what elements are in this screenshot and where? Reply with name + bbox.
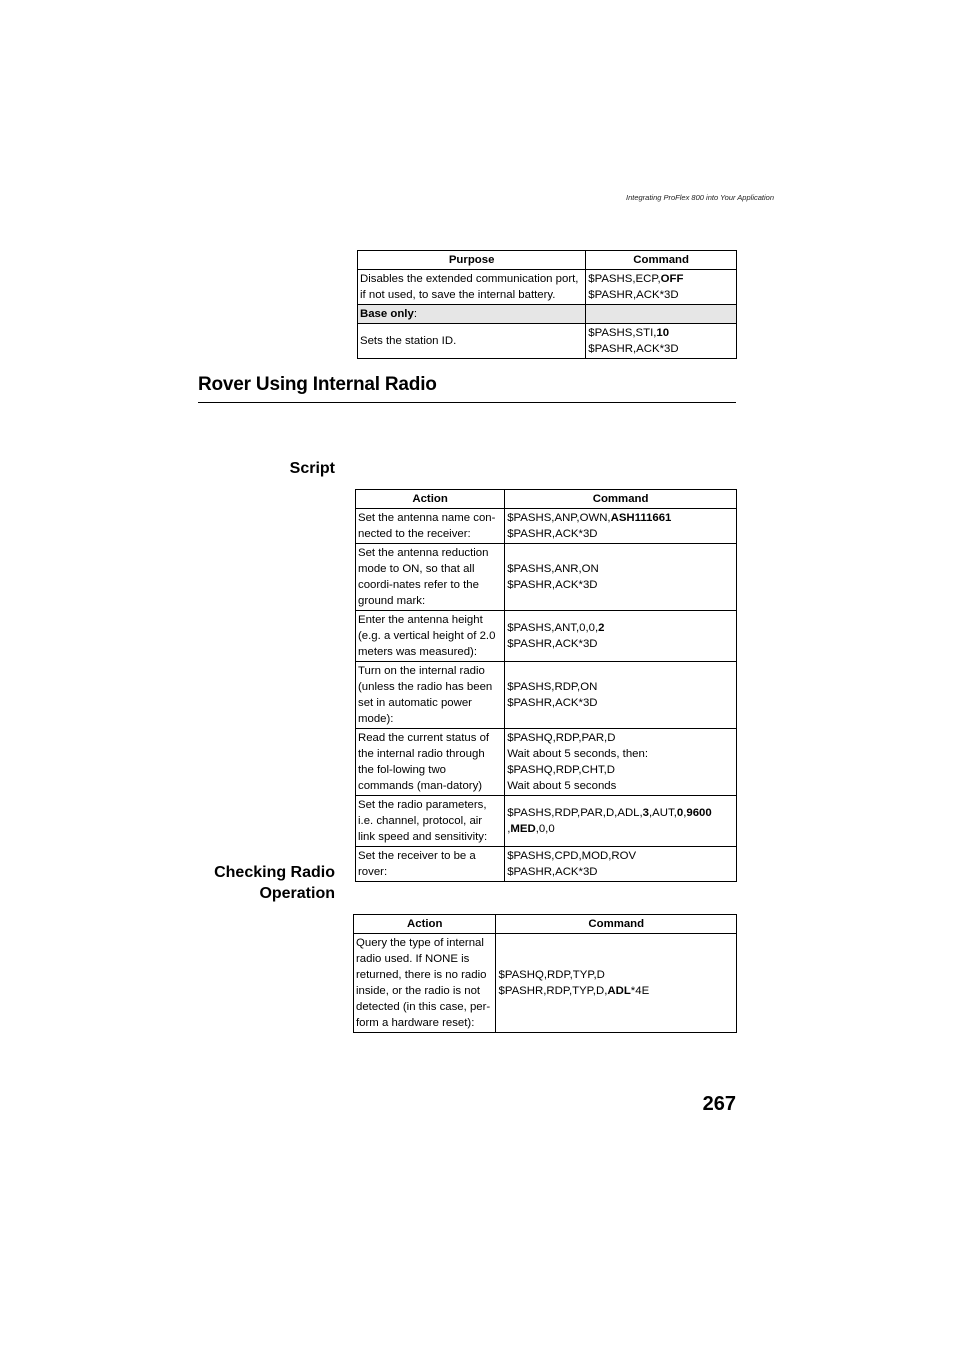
command-value: 2 [598,622,605,634]
section-divider [198,402,736,403]
command-cell [586,270,737,305]
command-text: $PASHS,STI, [588,327,657,339]
section-label-suffix: : [413,308,417,320]
action-cell: Set the antenna reduction mode to ON, so that all coordi-nates refer to the ground mark: [356,544,505,611]
command-cell [505,796,737,847]
command-text: ,0,0 [535,823,555,835]
table-header-row [358,251,737,270]
checking-radio-table [353,914,737,1033]
action-cell: Set the antenna name con-nected to the receiver: [356,509,505,544]
command-text: $PASHR,ACK*3D [507,866,598,878]
command-text: $PASHS,ANR,ON [507,563,599,575]
purpose-command-table [357,250,737,359]
command-text: $PASHR,RDP,TYP,D, [498,985,608,997]
command-value: 0 [676,807,684,819]
action-cell: Set the receiver to be a rover: [356,847,505,882]
command-cell [505,509,737,544]
command-value: 3 [642,807,650,819]
command-text: $PASHS,RDP,ON [507,681,598,693]
command-text: , [507,823,511,835]
command-text: $PASHR,ACK*3D [507,579,598,591]
action-cell: Set the radio parameters, i.e. channel, protocol, air link speed and sensitivity: [356,796,505,847]
table-row [354,934,737,1033]
section-title: Rover Using Internal Radio [198,374,437,395]
action-cell: Query the type of internal radio used. If NONE is returned, there is no radio inside, or the radio is not detected (in this case, per-form a hardware reset): [354,934,496,1033]
command-value: 10 [656,327,670,339]
table-row [358,324,737,359]
command-value: ASH111661 [610,512,672,524]
purpose-cell: Disables the extended communication port, if not used, to save the internal battery. [358,270,586,305]
command-text: $PASHS,RDP,PAR,D,ADL, [507,807,643,819]
column-header: Command [586,251,737,270]
command-value: MED [510,823,536,835]
command-cell [496,934,737,1033]
section-label: Base only [360,308,414,320]
table-header-row [356,490,737,509]
table-row [356,662,737,729]
command-text: , [683,807,687,819]
command-text: $PASHQ,RDP,CHT,D [507,764,616,776]
action-cell: Enter the antenna height (e.g. a vertical height of 2.0 meters was measured): [356,611,505,662]
command-cell [505,847,737,882]
command-text: $PASHR,ACK*3D [507,697,598,709]
table-row [356,611,737,662]
command-text: $PASHQ,RDP,TYP,D [498,969,605,981]
section-label-cell [358,305,586,324]
command-cell [505,662,737,729]
command-text: $PASHS,ANP,OWN, [507,512,611,524]
command-text: $PASHR,ACK*3D [507,638,598,650]
column-header: Command [496,915,737,934]
table-header-row [354,915,737,934]
purpose-cell: Sets the station ID. [358,324,586,359]
table-row [356,544,737,611]
page-number: 267 [702,1093,736,1115]
command-cell [505,544,737,611]
command-value: OFF [660,273,684,285]
command-text: $PASHR,ACK*3D [507,528,598,540]
table-row [356,847,737,882]
command-cell [505,729,737,796]
running-head: Integrating ProFlex 800 into Your Application [625,193,774,202]
command-text: $PASHS,ANT,0,0, [507,622,599,634]
command-text: $PASHS,ECP, [588,273,661,285]
script-table [355,489,737,882]
column-header: Action [354,915,496,934]
column-header: Action [356,490,505,509]
empty-cell [586,305,737,324]
command-cell [505,611,737,662]
command-value: 9600 [686,807,712,819]
checking-radio-heading [180,862,335,904]
command-text: *4E [630,985,650,997]
table-row [356,796,737,847]
command-value: ADL [607,985,631,997]
command-text: $PASHS,CPD,MOD,ROV [507,850,637,862]
heading-line: Operation [259,885,335,902]
script-heading: Script [289,460,335,477]
heading-line: Checking Radio [214,864,335,881]
command-note: Wait about 5 seconds, then: [507,748,648,760]
command-note: Wait about 5 seconds [507,780,617,792]
table-section-row [358,305,737,324]
command-text: $PASHQ,RDP,PAR,D [507,732,616,744]
command-text: ,AUT, [649,807,677,819]
command-text: $PASHR,ACK*3D [588,343,679,355]
action-cell: Read the current status of the internal radio through the fol-lowing two commands (man-datory) [356,729,505,796]
command-cell [586,324,737,359]
column-header: Command [505,490,737,509]
table-row [358,270,737,305]
command-text: $PASHR,ACK*3D [588,289,679,301]
table-row [356,509,737,544]
column-header: Purpose [358,251,586,270]
table-row [356,729,737,796]
action-cell: Turn on the internal radio (unless the radio has been set in automatic power mode): [356,662,505,729]
